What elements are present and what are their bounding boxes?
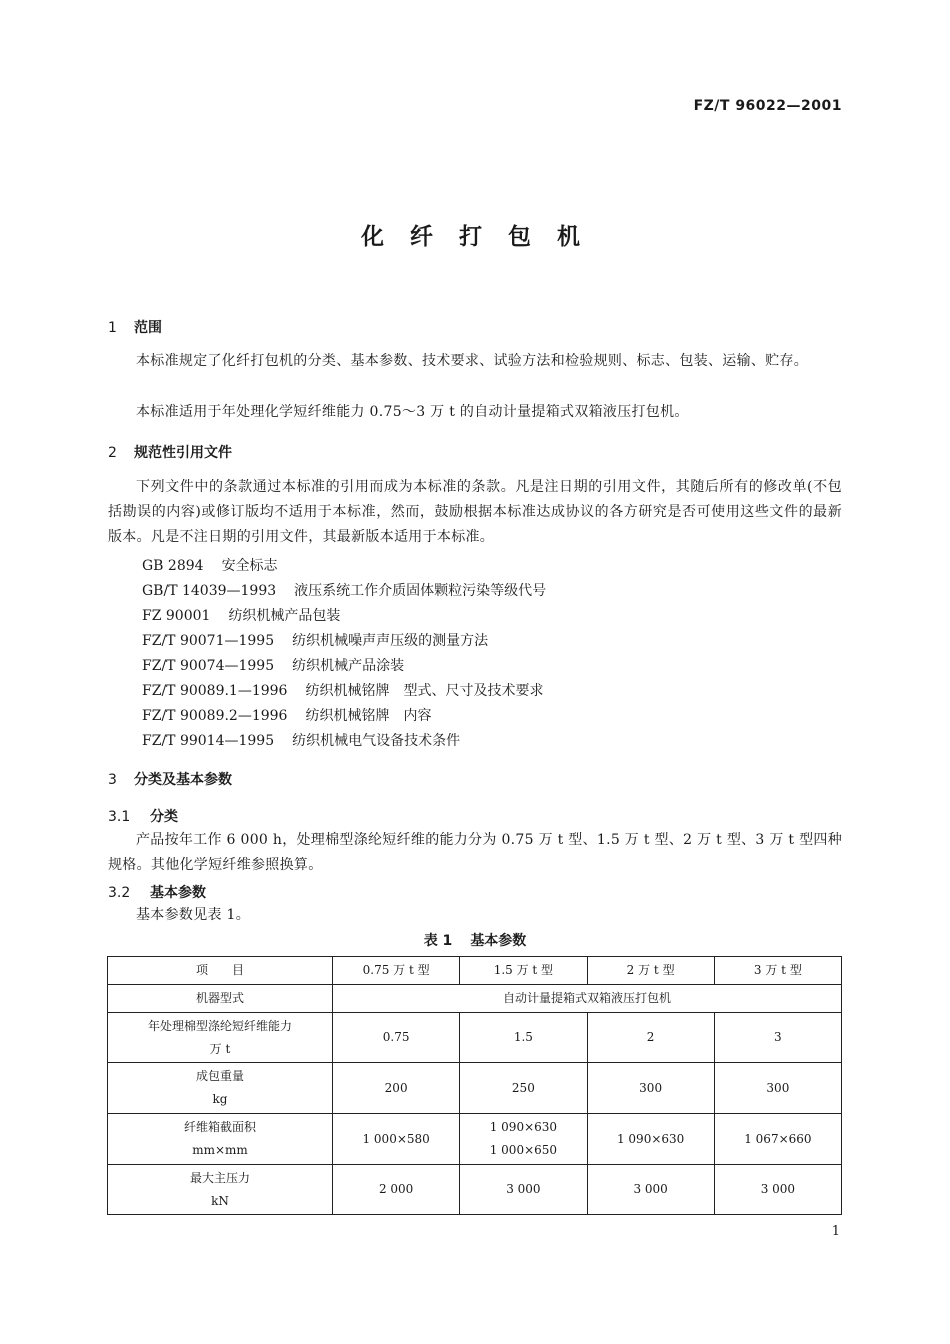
section-title: 范围 (134, 320, 162, 336)
table-row (108, 1165, 842, 1215)
row-label-text: 纤维箱截面积 (183, 1120, 256, 1134)
table-row-label (108, 1013, 333, 1063)
section-2-heading (108, 442, 232, 462)
reference-code: FZ/T 90074—1995 (142, 658, 275, 674)
table-title: 基本参数 (470, 933, 527, 949)
table-cell: 1 067×660 (714, 1114, 841, 1165)
table-cell: 3 000 (460, 1165, 587, 1215)
table-header-cell: 项 目 (108, 957, 333, 985)
reference-item (142, 580, 546, 600)
reference-code: FZ/T 90089.2—1996 (142, 708, 288, 724)
table-cell: 300 (714, 1063, 841, 1114)
basic-parameters-table (107, 956, 842, 1215)
row-unit-text: kN (211, 1193, 229, 1208)
reference-title: 纺织机械铭牌 内容 (305, 708, 432, 724)
table-cell (460, 1114, 587, 1165)
section-number: 3 (108, 772, 117, 788)
table-row (108, 1013, 842, 1063)
reference-title: 液压系统工作介质固体颗粒污染等级代号 (294, 583, 547, 599)
table-row-label (108, 1063, 333, 1114)
table-cell-line: 1 000×650 (489, 1143, 558, 1157)
table-row-label (108, 1165, 333, 1215)
section-title: 基本参数 (150, 885, 206, 901)
section-3-2-paragraph: 基本参数见表 1。 (136, 907, 251, 923)
table-header-cell: 0.75 万 t 型 (333, 957, 460, 985)
table-cell: 300 (587, 1063, 714, 1114)
reference-title: 纺织机械产品涂装 (292, 658, 405, 674)
reference-item (142, 630, 488, 650)
page-title: 化 纤 打 包 机 (360, 224, 590, 250)
reference-item (142, 655, 404, 675)
section-3-1-heading (108, 806, 178, 826)
reference-title: 安全标志 (221, 558, 278, 574)
section-1-heading (108, 317, 162, 337)
section-3-1-paragraph: 产品按年工作 6 000 h，处理棉型涤纶短纤维的能力分为 0.75 万 t 型、1.5 万 t 型、2 万 t 型、3 万 t 型四种规格。其他化学短纤维参照换算。 (108, 832, 843, 873)
reference-code: FZ/T 90089.1—1996 (142, 683, 288, 699)
table-cell: 1 000×580 (333, 1114, 460, 1165)
row-label-text: 年处理棉型涤纶短纤维能力 (147, 1018, 292, 1033)
reference-title: 纺织机械产品包装 (228, 608, 341, 624)
section-3-heading (108, 769, 232, 789)
reference-code: FZ/T 99014—1995 (142, 733, 275, 749)
table-row (108, 1063, 842, 1114)
reference-code: FZ/T 90071—1995 (142, 633, 275, 649)
section-number: 3.2 (108, 885, 131, 901)
table-cell: 自动计量提箱式双箱液压打包机 (333, 985, 842, 1013)
reference-code: FZ 90001 (142, 608, 211, 624)
table-cell: 250 (460, 1063, 587, 1114)
section-1-paragraph-1: 本标准规定了化纤打包机的分类、基本参数、技术要求、试验方法和检验规则、标志、包装、运输、贮存。 (136, 353, 809, 369)
table-cell: 1.5 (460, 1013, 587, 1063)
table-cell: 200 (333, 1063, 460, 1114)
section-title: 分类 (150, 809, 178, 825)
table-caption (0, 930, 950, 950)
table-cell: 0.75 (333, 1013, 460, 1063)
table-cell: 2 000 (333, 1165, 460, 1215)
reference-code: GB/T 14039—1993 (142, 583, 277, 599)
table-row (108, 985, 842, 1013)
table-cell: 3 000 (587, 1165, 714, 1215)
row-unit-text: kg (212, 1092, 228, 1106)
section-number: 3.1 (108, 809, 131, 825)
standard-code: FZ/T 96022—2001 (693, 98, 842, 114)
reference-title: 纺织机械噪声声压级的测量方法 (292, 633, 489, 649)
reference-item (142, 605, 340, 625)
table-header-row (108, 957, 842, 985)
section-title: 规范性引用文件 (134, 445, 232, 461)
reference-code: GB 2894 (142, 558, 204, 574)
table-cell: 2 (587, 1013, 714, 1063)
table-number: 表 1 (423, 933, 453, 949)
reference-title: 纺织机械铭牌 型式、尺寸及技术要求 (305, 683, 544, 699)
page-number: 1 (831, 1224, 840, 1239)
table-row-label (108, 1114, 333, 1165)
table-cell: 3 (714, 1013, 841, 1063)
table-cell-line: 1 090×630 (489, 1120, 558, 1134)
reference-item (142, 730, 460, 750)
section-2-paragraph-1: 下列文件中的条款通过本标准的引用而成为本标准的条款。凡是注日期的引用文件，其随后所有的修改单(不包括勘误的内容)或修订版均不适用于本标准，然而，鼓励根据本标准达成协议的各方研究是否可使用这些文件的最新版本。凡是不注日期的引用文件，其最新版本适用于本标准。 (108, 479, 842, 545)
table-cell: 3 000 (714, 1165, 841, 1215)
section-number: 1 (108, 320, 117, 336)
reference-item (142, 555, 278, 575)
reference-item (142, 680, 543, 700)
row-label-text: 成包重量 (195, 1069, 244, 1083)
section-title: 分类及基本参数 (134, 772, 232, 788)
row-unit-text: 万 t (209, 1041, 231, 1056)
table-cell: 1 090×630 (587, 1114, 714, 1165)
section-3-2-heading (108, 882, 206, 902)
table-header-cell: 3 万 t 型 (714, 957, 841, 985)
section-number: 2 (108, 445, 117, 461)
row-unit-text: mm×mm (192, 1143, 248, 1157)
reference-title: 纺织机械电气设备技术条件 (292, 733, 461, 749)
reference-item (142, 705, 431, 725)
table-row (108, 1114, 842, 1165)
section-1-paragraph-2: 本标准适用于年处理化学短纤维能力 0.75～3 万 t 的自动计量提箱式双箱液压打包机。 (136, 404, 689, 420)
table-row-label: 机器型式 (108, 985, 333, 1013)
table-header-cell: 1.5 万 t 型 (460, 957, 587, 985)
row-label-text: 最大主压力 (189, 1170, 250, 1185)
table-header-cell: 2 万 t 型 (587, 957, 714, 985)
